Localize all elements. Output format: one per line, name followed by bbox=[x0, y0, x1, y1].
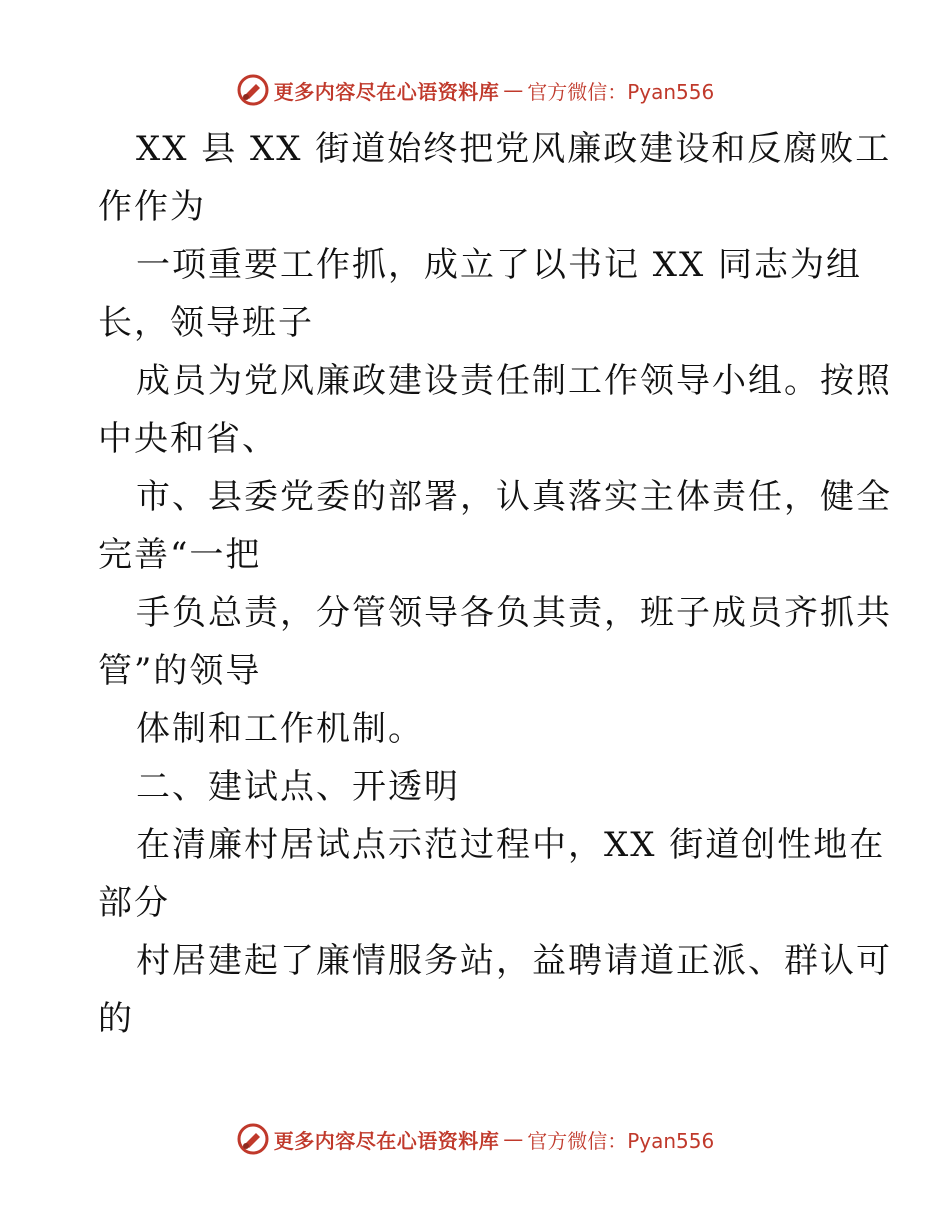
document-body bbox=[98, 120, 892, 1048]
section-heading: 二、建试点、开透明 bbox=[136, 767, 460, 807]
paragraph-line: 部分 bbox=[98, 883, 170, 923]
paragraph-line: 中央和省、 bbox=[98, 419, 278, 459]
library-logo-icon bbox=[236, 73, 270, 107]
watermark-dash: — bbox=[503, 1127, 524, 1151]
watermark-wechat-text: 官方微信：Pyan556 bbox=[527, 79, 715, 104]
paragraph-line: 在清廉村居试点示范过程中，XX 街道创性地在 bbox=[136, 825, 886, 865]
footer-watermark bbox=[0, 1119, 950, 1159]
watermark-wechat-text: 官方微信：Pyan556 bbox=[527, 1128, 715, 1153]
paragraph-line: 一项重要工作抓，成立了以书记 XX 同志为组 bbox=[136, 245, 863, 285]
paragraph-line: 体制和工作机制。 bbox=[136, 709, 424, 749]
paragraph-line: 长，领导班子 bbox=[98, 303, 314, 343]
paragraph-line: 村居建起了廉情服务站，益聘请道正派、群认可 bbox=[136, 941, 892, 981]
header-watermark bbox=[0, 70, 950, 110]
paragraph-line: 市、县委党委的部署，认真落实主体责任，健全 bbox=[136, 477, 892, 517]
library-logo-icon bbox=[236, 1122, 270, 1156]
paragraph-line: 作作为 bbox=[98, 187, 206, 227]
paragraph-line: 管”的领导 bbox=[98, 651, 262, 691]
paragraph-line: 的 bbox=[98, 999, 134, 1039]
paragraph-line: XX 县 XX 街道始终把党风廉政建设和反腐败工 bbox=[136, 129, 892, 169]
watermark-dash: — bbox=[503, 78, 524, 102]
watermark-site-text: 更多内容尽在心语资料库 bbox=[273, 79, 500, 104]
watermark-site-text: 更多内容尽在心语资料库 bbox=[273, 1128, 500, 1153]
paragraph-line: 手负总责，分管领导各负其责，班子成员齐抓共 bbox=[136, 593, 892, 633]
paragraph-line: 完善“一把 bbox=[98, 535, 262, 575]
paragraph-line: 成员为党风廉政建设责任制工作领导小组。按照 bbox=[136, 361, 892, 401]
